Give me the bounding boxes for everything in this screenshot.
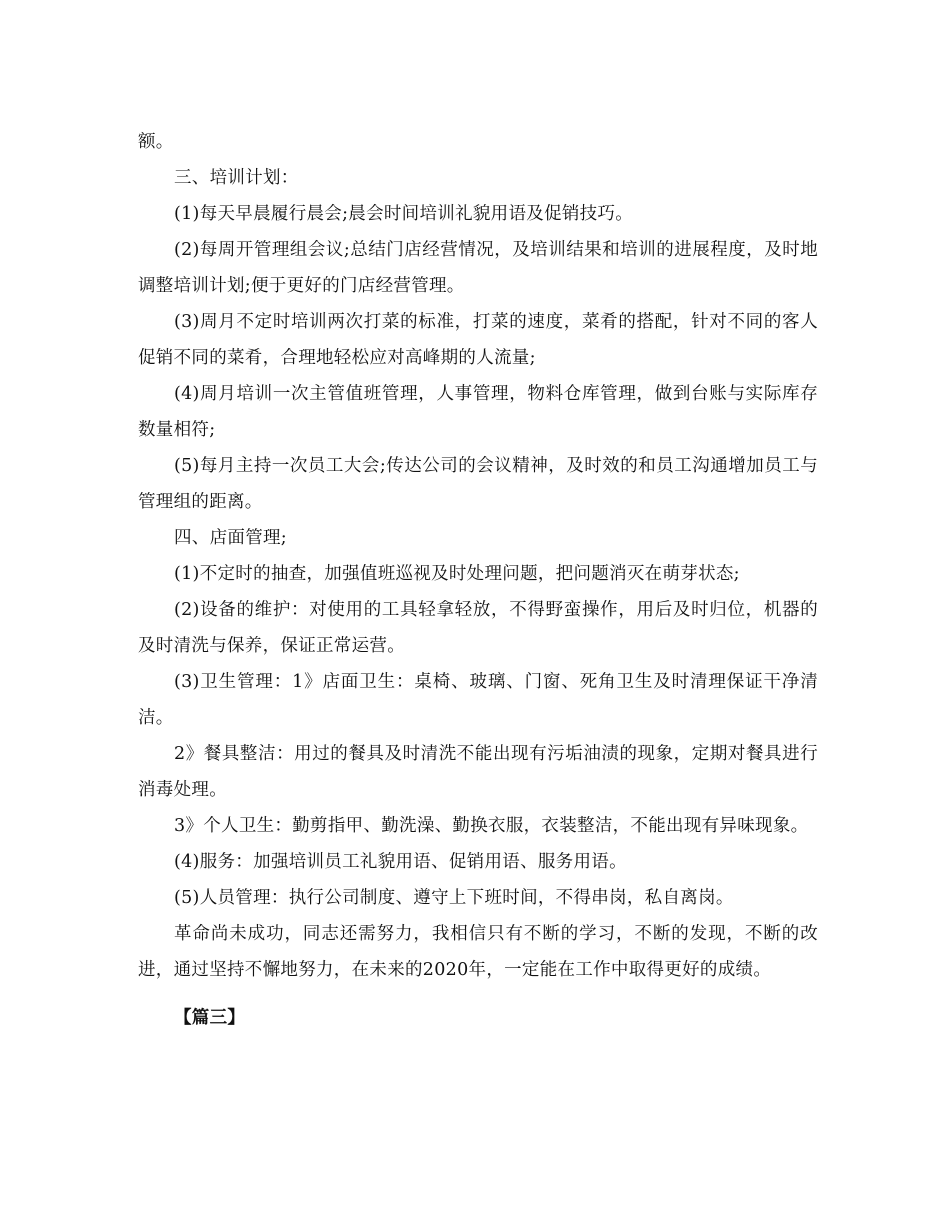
paragraph-store-5: (5)人员管理：执行公司制度、遵守上下班时间，不得串岗，私自离岗。 [174, 888, 734, 908]
paragraph-training-3: (3)周月不定时培训两次打菜的标准，打菜的速度，菜肴的搭配，针对不同的客人促销不同的菜肴，合理地轻松应对高峰期的人流量; [138, 312, 818, 368]
paragraph-training-1: (1)每天早晨履行晨会;晨会时间培训礼貌用语及促销技巧。 [174, 204, 634, 224]
paragraph-training-4: (4)周月培训一次主管值班管理，人事管理，物料仓库管理，做到台账与实际库存数量相符; [138, 384, 818, 440]
document-body [138, 124, 818, 1036]
heading-store-management: 四、店面管理; [174, 528, 287, 548]
paragraph-store-3-2: 2》餐具整洁：用过的餐具及时清洗不能出现有污垢油渍的现象，定期对餐具进行消毒处理。 [138, 744, 818, 800]
paragraph-store-2: (2)设备的维护：对使用的工具轻拿轻放，不得野蛮操作，用后及时归位，机器的及时清洗与保养，保证正常运营。 [138, 600, 818, 656]
paragraph-training-5: (5)每月主持一次员工大会;传达公司的会议精神，及时效的和员工沟通增加员工与管理组的距离。 [138, 456, 818, 512]
paragraph-store-3-3: 3》个人卫生：勤剪指甲、勤洗澡、勤换衣服，衣装整洁，不能出现有异味现象。 [174, 816, 809, 836]
heading-training-plan: 三、培训计划： [174, 168, 299, 188]
paragraph-conclusion: 革命尚未成功，同志还需努力，我相信只有不断的学习，不断的发现，不断的改进，通过坚持不懈地努力，在未来的2020年，一定能在工作中取得更好的成绩。 [138, 924, 818, 980]
paragraph-store-4: (4)服务：加强培训员工礼貌用语、促销用语、服务用语。 [174, 852, 627, 872]
paragraph-store-3: (3)卫生管理：1》店面卫生：桌椅、玻璃、门窗、死角卫生及时清理保证干净清洁。 [138, 672, 818, 728]
paragraph-training-2: (2)每周开管理组会议;总结门店经营情况，及培训结果和培训的进展程度，及时地调整培训计划;便于更好的门店经营管理。 [138, 240, 818, 296]
paragraph-continuation: 额。 [138, 132, 174, 152]
paragraph-store-1: (1)不定时的抽查，加强值班巡视及时处理问题，把问题消灭在萌芽状态; [174, 564, 740, 584]
section-heading: 【篇三】 [174, 1008, 246, 1028]
